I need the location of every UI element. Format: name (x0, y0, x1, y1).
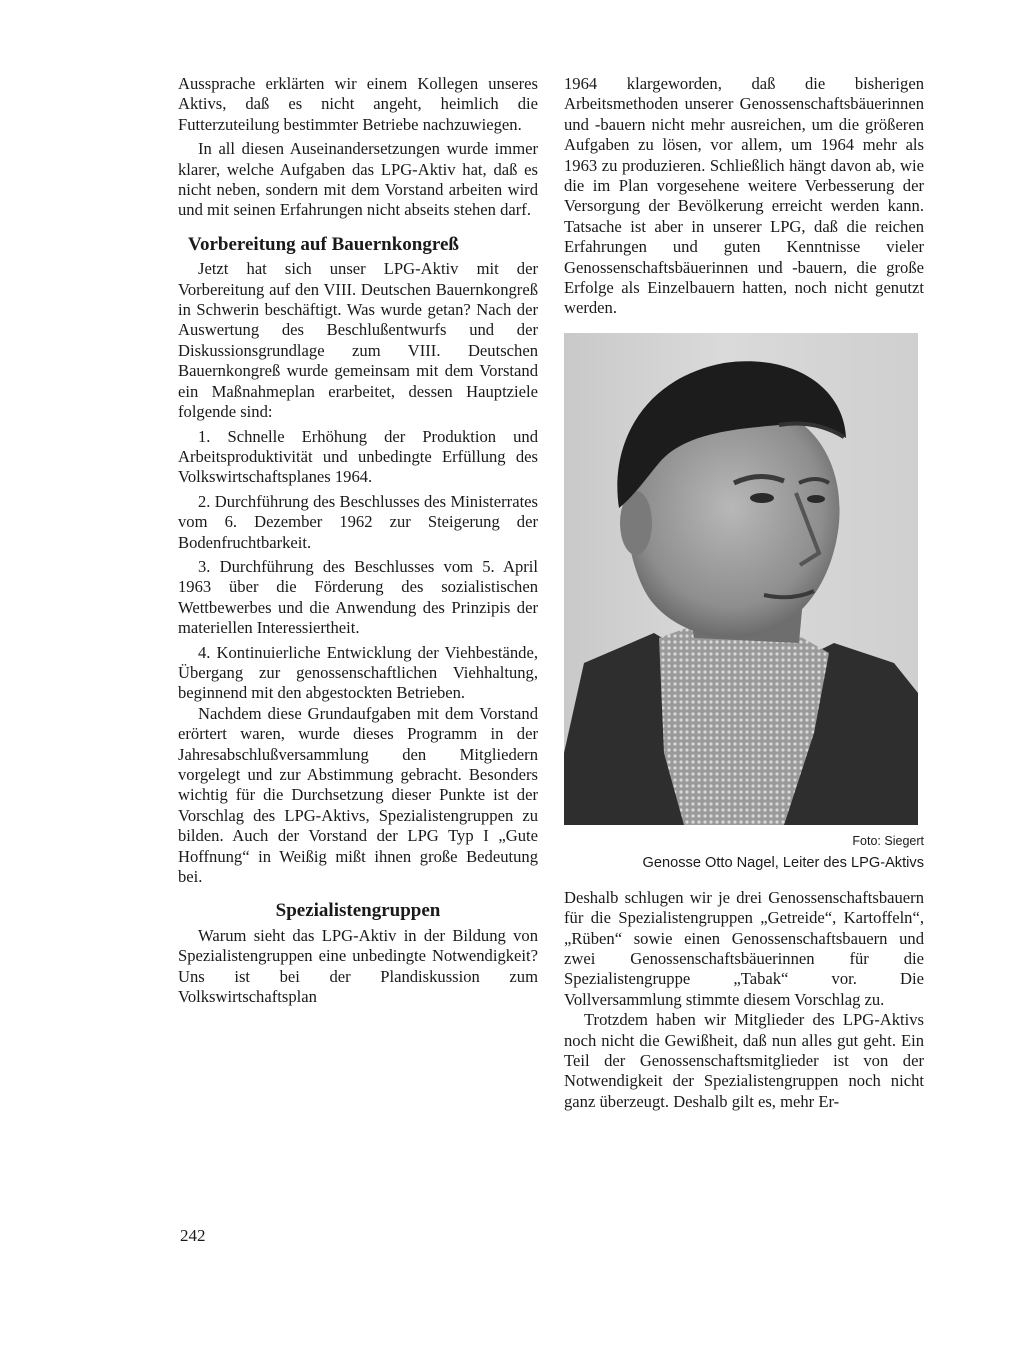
list-item: 1. Schnelle Erhöhung der Produktion und Arbeitsproduktivität und unbedingte Erfüllung des Volkswirtschaftsplanes 1964. (178, 426, 538, 487)
portrait-illustration (564, 333, 918, 825)
list-item: 3. Durchführung des Beschlusses vom 5. April 1963 über die Förderung des sozialistischen Wettbewerbes und die Anwendung des Prinzipis der materiellen Interessiertheit. (178, 556, 538, 638)
paragraph: Deshalb schlugen wir je drei Genossenschaftsbauern für die Spezialistengruppen „Getreide“, Kartoffeln“, „Rüben“ sowie einen Genossenschaftsbauern und zwei Genossenschaftsbäuerinnen für die Spezialistengruppe „Tabak“ vor. Die Vollversammlung stimmte diesem Vorschlag zu. (564, 887, 924, 1009)
paragraph: In all diesen Auseinandersetzungen wurde immer klarer, welche Aufgaben das LPG-Aktiv hat, daß es nicht neben, sondern mit dem Vorstand arbeiten wird und mit seinen Erfahrungen nicht abseits stehen darf. (178, 139, 538, 220)
paragraph: Aussprache erklärten wir einem Kollegen unseres Aktivs, daß es nicht angeht, heimlich die Futterzuteilung bestimmter Betriebe nachzuwiegen. (178, 74, 538, 134)
paragraph: Jetzt hat sich unser LPG-Aktiv mit der Vorbereitung auf den VIII. Deutschen Bauernkongreß in Schwerin beschäftigt. Was wurde getan? Nach der Auswertung des Beschlußentwurfs und der Diskussionsgrundlage zum VIII. Deutschen Bauernkongreß wurde gemeinsam mit dem Vorstand ein Maßnahmeplan erarbeitet, dessen Hauptziele folgende sind: (178, 259, 538, 422)
portrait-photo (564, 333, 918, 825)
photo-caption: Genosse Otto Nagel, Leiter des LPG-Aktivs (642, 855, 924, 872)
paragraph: Nachdem diese Grundaufgaben mit dem Vorstand erörtert waren, wurde dieses Programm in der Jahresabschlußversammlung den Mitgliedern vorgelegt und zur Abstimmung gebracht. Besonders wichtig für die Durchsetzung dieser Punkte ist der Vorschlag des LPG-Aktivs, Spezialistengruppen zu bilden. Auch der Vorstand der LPG Typ I „Gute Hoffnung“ in Weißig mißt ihnen große Bedeutung bei. (178, 703, 538, 887)
paragraph: Trotzdem haben wir Mitglieder des LPG-Aktivs noch nicht die Gewißheit, daß nun alles gut geht. Ein Teil der Genossenschaftsmitglieder ist von der Notwendigkeit der Spezialistengruppen noch nicht ganz überzeugt. Deshalb gilt es, mehr Er- (564, 1010, 924, 1111)
paragraph: Warum sieht das LPG-Aktiv in der Bildung von Spezialistengruppen eine unbedingte Notwendigkeit? Uns ist bei der Plandiskussion zum Volkswirtschaftsplan (178, 925, 538, 1007)
left-column (178, 74, 538, 1007)
page-number: 242 (180, 1226, 206, 1245)
right-column (564, 74, 924, 1112)
section-heading-vorbereitung: Vorbereitung auf Bauernkongreß (188, 233, 459, 255)
section-heading-spezialistengruppen: Spezialistengruppen (275, 900, 441, 922)
photo-credit: Foto: Siegert (852, 833, 924, 848)
list-item: 4. Kontinuierliche Entwicklung der Viehbestände, Übergang zur genossenschaftlichen Viehhaltung, beginnend mit den abgestockten Betrieben. (178, 642, 538, 703)
paragraph: 1964 klargeworden, daß die bisherigen Arbeitsmethoden unserer Genossenschaftsbäuerinnen und -bauern nicht mehr ausreichen, um die größeren Aufgaben zu lösen, vor allem, um 1964 mehr als 1963 zu produzieren. Schließlich hängt davon ab, wie die im Plan vorgesehene weitere Verbesserung der Versorgung der Bevölkerung erreicht werden kann. Tatsache ist aber in unserer LPG, daß die reichen Erfahrungen und guten Kenntnisse vieler Genossenschaftsbäuerinnen und -bauern, die große Erfolge als Einzelbauern hatten, noch nicht genutzt werden. (564, 74, 924, 318)
list-item: 2. Durchführung des Beschlusses des Ministerrates vom 6. Dezember 1962 zur Steigerung der Bodenfruchtbarkeit. (178, 491, 538, 552)
